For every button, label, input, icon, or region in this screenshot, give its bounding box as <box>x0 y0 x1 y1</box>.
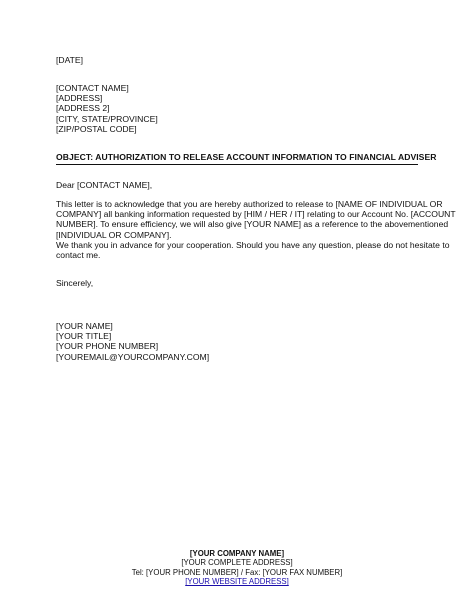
body-paragraph-2-line: contact me. <box>56 250 101 261</box>
letter-date: [DATE] <box>56 55 84 65</box>
salutation-block <box>56 180 420 190</box>
body-paragraph-1 <box>56 199 456 240</box>
footer-company-name: [YOUR COMPANY NAME] <box>189 549 285 558</box>
footer-website-link[interactable]: [YOUR WEBSITE ADDRESS] <box>185 577 289 587</box>
signature-name: [YOUR NAME] <box>56 321 113 331</box>
subject-block <box>56 152 437 165</box>
recipient-contact-name: [CONTACT NAME] <box>56 83 129 93</box>
footer-address: [YOUR COMPLETE ADDRESS] <box>181 558 293 568</box>
body-paragraph-1-line: [INDIVIDUAL OR COMPANY]. <box>56 229 172 240</box>
subject-heading: OBJECT: AUTHORIZATION TO RELEASE ACCOUNT INFORMATION TO FINANCIAL ADVISER <box>56 152 437 162</box>
signature-title: [YOUR TITLE] <box>56 331 112 342</box>
footer-contact: Tel: [YOUR PHONE NUMBER] / Fax: [YOUR FAX NUMBER] <box>131 567 343 577</box>
recipient-address-line-1: [ADDRESS] <box>56 93 103 104</box>
subject-divider <box>56 164 418 165</box>
closing-block <box>56 278 420 288</box>
recipient-zip-code: [ZIP/POSTAL CODE] <box>56 123 137 134</box>
signature-block <box>56 321 420 362</box>
body-paragraph-2-line: We thank you in advance for your cooperation. Should you have any question, please do not hesitate to <box>56 240 450 250</box>
body-paragraph-1-line: COMPANY] all banking information requested by [HIM / HER / IT] relating to our Account No. [ACCOUNT <box>56 209 456 220</box>
body-paragraph-1-line: NUMBER]. To ensure efficiency, we will also give [YOUR NAME] as a reference to the abovementioned <box>56 219 449 230</box>
recipient-address-line-2: [ADDRESS 2] <box>56 103 110 114</box>
letter-footer <box>0 549 474 587</box>
signature-phone: [YOUR PHONE NUMBER] <box>56 341 159 352</box>
recipient-address-block <box>56 83 420 134</box>
signature-email: [YOUREMAIL@YOURCOMPANY.COM] <box>56 351 210 362</box>
closing: Sincerely, <box>56 278 94 288</box>
body-paragraph-1-line: This letter is to acknowledge that you are hereby authorized to release to [NAME OF INDIVIDUAL OR <box>56 199 443 209</box>
recipient-city-state: [CITY, STATE/PROVINCE] <box>56 113 158 124</box>
date-line <box>56 55 420 65</box>
body-paragraph-2 <box>56 240 450 261</box>
salutation: Dear [CONTACT NAME], <box>56 180 153 190</box>
